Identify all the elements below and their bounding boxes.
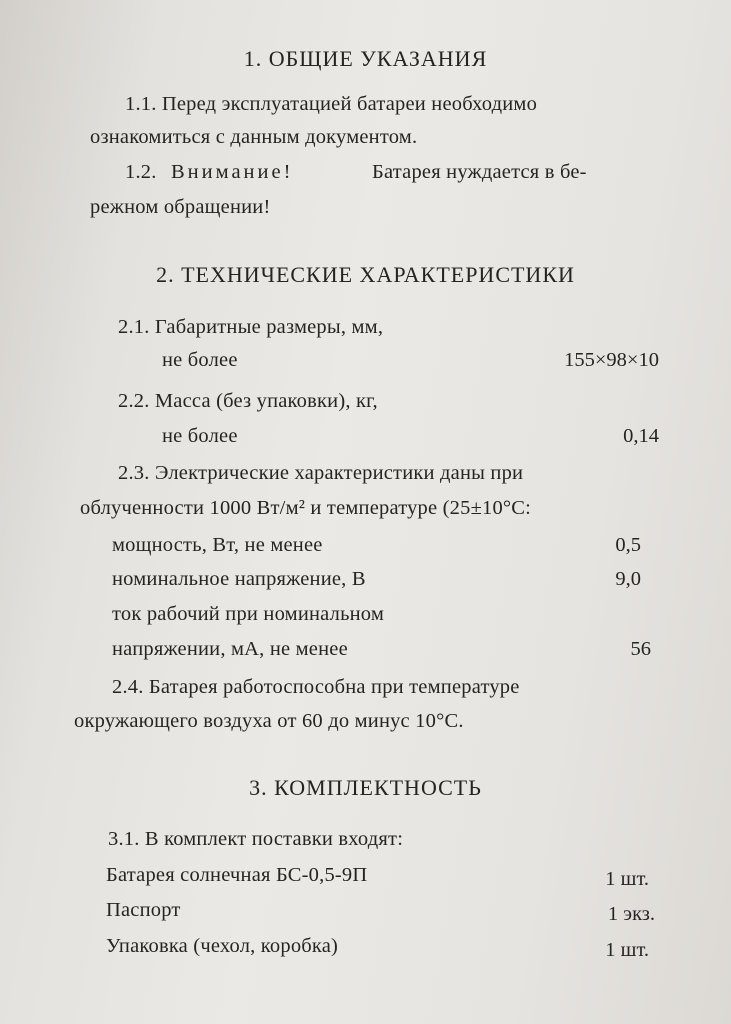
section-heading-kit: 3. КОМПЛЕКТНОСТЬ [249,775,482,800]
para-1-2-line-2: режном обращении! [90,196,271,218]
spec-dimensions-sub: не более [162,349,238,371]
spec-dimensions-label: 2.1. Габаритные размеры, мм, [118,316,384,338]
kit-intro: 3.1. В комплект поставки входят: [108,828,404,850]
kit-item-qty: 1 шт. [605,868,649,890]
section-heading-specs: 2. ТЕХНИЧЕСКИЕ ХАРАКТЕРИСТИКИ [156,262,575,287]
spec-dimensions-value: 155×98×10 [564,349,659,371]
spec-voltage-value: 9,0 [615,568,641,590]
para-1-1-line-1: 1.1. Перед эксплуатацией батареи необходимо [125,93,538,115]
spec-mass-sub: не более [162,425,238,447]
kit-item-name: Батарея солнечная БС-0,5-9П [106,864,368,886]
kit-item-name: Паспорт [106,899,181,921]
spec-mass-label: 2.2. Масса (без упаковки), кг, [118,390,378,412]
spec-electrical-line-1: 2.3. Электрические характеристики даны при [118,462,524,484]
spec-temperature-line-1: 2.4. Батарея работоспособна при температуре [112,676,520,698]
para-1-1-line-2: ознакомиться с данным документом. [90,126,418,148]
para-1-2-number: 1.2. [125,161,157,183]
kit-item-qty: 1 экз. [607,903,655,925]
spec-electrical-line-2: облученности 1000 Вт/м² и температуре (25±10°С: [80,497,532,519]
para-1-2-attention: Внимание! [171,161,294,183]
kit-item-qty: 1 шт. [605,939,649,961]
spec-power-label: мощность, Вт, не менее [112,534,323,556]
spec-current-line-2: напряжении, мА, не менее [112,638,348,660]
spec-temperature-line-2: окружающего воздуха от 60 до минус 10°С. [74,710,464,732]
kit-item-name: Упаковка (чехол, коробка) [106,935,339,957]
spec-current-line-1: ток рабочий при номинальном [112,603,385,625]
spec-mass-value: 0,14 [623,425,659,447]
spec-power-value: 0,5 [615,534,641,556]
section-heading-general: 1. ОБЩИЕ УКАЗАНИЯ [243,46,488,71]
spec-voltage-label: номинальное напряжение, В [112,568,366,590]
spec-current-value: 56 [630,638,651,660]
para-1-2-line-1-rest: Батарея нуждается в бе- [372,161,587,183]
